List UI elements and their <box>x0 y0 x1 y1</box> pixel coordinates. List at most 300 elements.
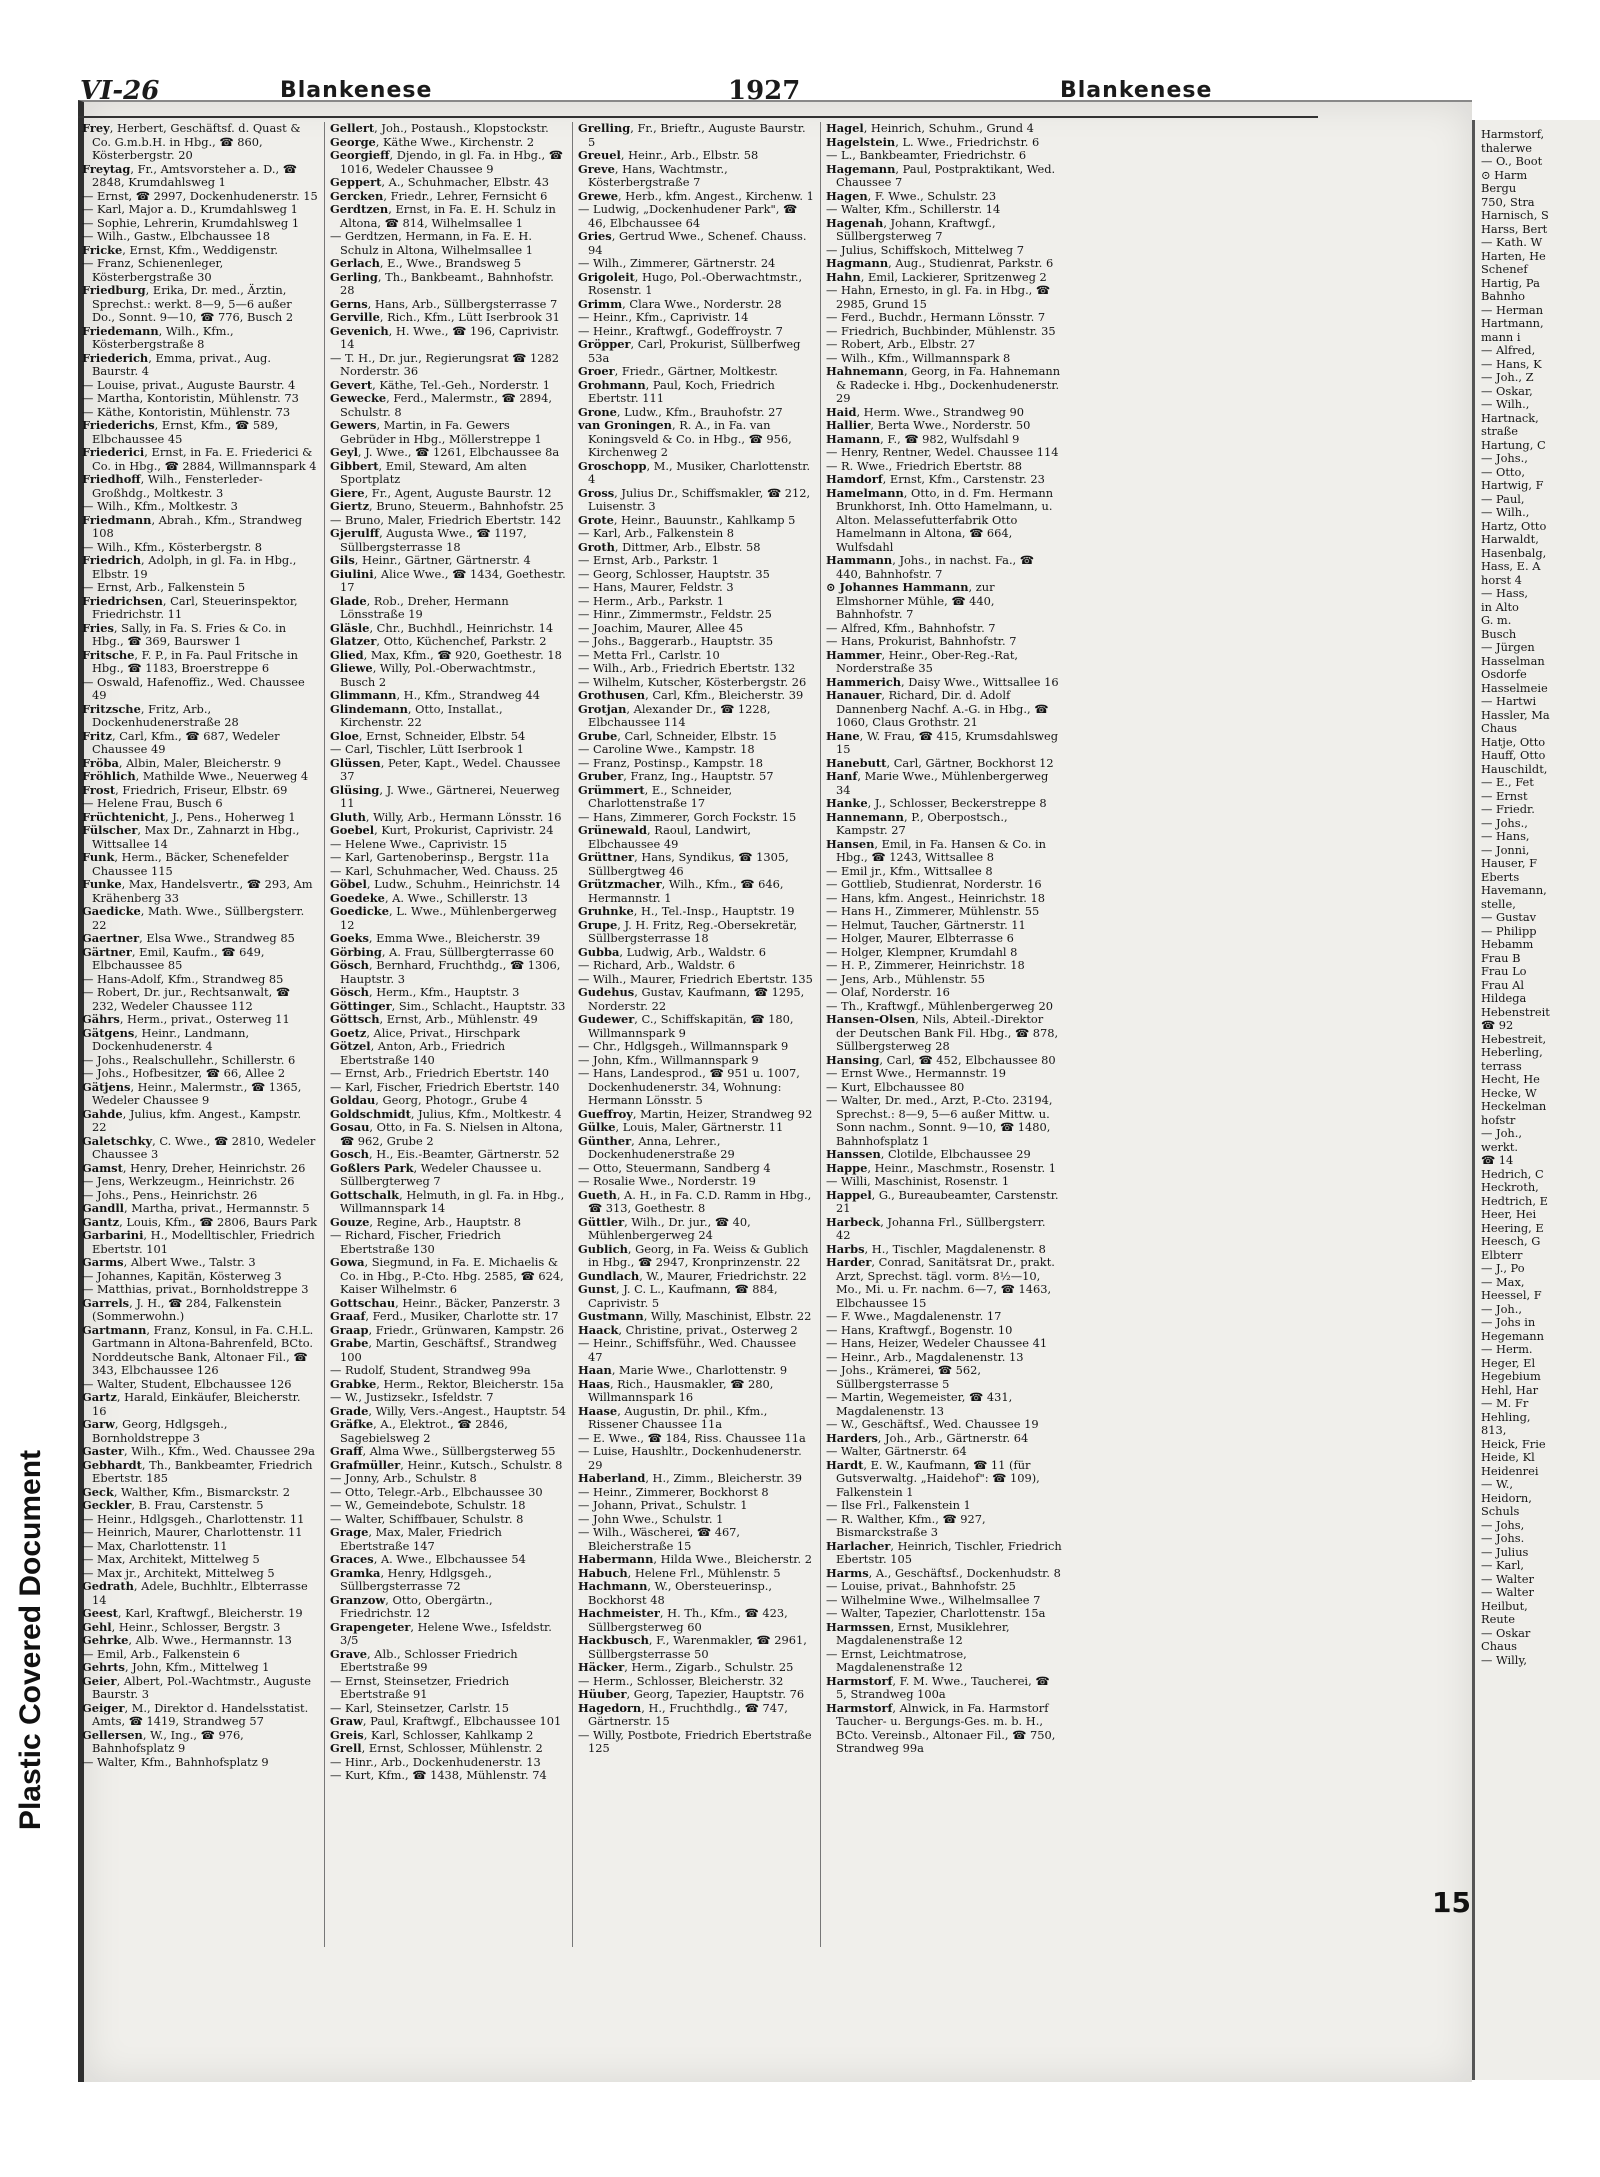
directory-entry: Harders, Joh., Arb., Gärtnerstr. 64 <box>826 1430 1029 1445</box>
directory-entry: — H. P., Zimmerer, Heinrichstr. 18 <box>826 958 1025 972</box>
directory-entry: Groth, Dittmer, Arb., Elbstr. 58 <box>578 539 761 554</box>
directory-entry: Harmstorf, Alnwick, in Fa. Harmstorf Taucher- u. Bergungs-Ges. m. b. H., BCto. Vereinsb., Altonaer Fil., ☎ 750, Strandweg 99a <box>826 1700 1056 1755</box>
directory-entry: Grümmert, E., Schneider, Charlottenstraße 17 <box>578 782 733 810</box>
directory-entry: Greuel, Heinr., Arb., Elbstr. 58 <box>578 148 759 162</box>
directory-entry: Gantz, Louis, Kfm., ☎ 2806, Baurs Park <box>82 1214 317 1229</box>
directory-entry: — Luise, Haushltr., Dockenhudenerstr. 29 <box>578 1444 802 1472</box>
directory-entry: Glade, Rob., Dreher, Hermann Lönsstraße 19 <box>330 593 509 621</box>
directory-entry: Gloe, Ernst, Schneider, Elbstr. 54 <box>330 728 526 743</box>
directory-entry: Freytag, Fr., Amtsvorsteher a. D., ☎ 2848, Krumdahlsweg 1 <box>82 161 297 189</box>
directory-entry: — Karl, Major a. D., Krumdahlsweg 1 <box>82 202 298 216</box>
adjacent-entry: Heide, Kl <box>1481 1450 1535 1464</box>
adjacent-entry: — W., <box>1481 1477 1513 1491</box>
directory-entry: Gerdtzen, Ernst, in Fa. E. H. Schulz in Altona, ☎ 814, Wilhelmsallee 1 <box>330 202 556 230</box>
adjacent-entry: Hedtrich, E <box>1481 1193 1548 1208</box>
directory-entry: Gerlach, E., Wwe., Brandsweg 5 <box>330 256 522 270</box>
directory-entry: — R. Wwe., Friedrich Ebertstr. 88 <box>826 458 1023 473</box>
directory-entry: Gartmann, Franz, Konsul, in Fa. C.H.L. Gartmann in Altona-Bahrenfeld, BCto. Norddeutsche Bank, Altonaer Fil., ☎ 343, Elbchaussee 126 <box>82 1322 314 1377</box>
adjacent-entry: Heesch, G <box>1481 1234 1541 1248</box>
directory-column-3 <box>578 122 814 1756</box>
directory-entry: — Henry, Rentner, Wedel. Chaussee 114 <box>826 445 1059 459</box>
adjacent-entry: Hassler, Ma <box>1481 707 1550 722</box>
directory-entry: Haan, Marie Wwe., Charlottenstr. 9 <box>578 1363 788 1377</box>
directory-entry: Gehrts, John, Kfm., Mittelweg 1 <box>82 1660 270 1674</box>
directory-entry: — Walter, Schiffbauer, Schulstr. 8 <box>330 1511 524 1526</box>
directory-entry: Gandll, Martha, privat., Hermannstr. 5 <box>82 1201 310 1215</box>
adjacent-entry: Heidenrei <box>1481 1463 1539 1478</box>
directory-entry: — Hinr., Arb., Dockenhudenerstr. 13 <box>330 1754 541 1769</box>
directory-entry: Gröpper, Carl, Prokurist, Süllberfweg 53a <box>578 337 801 365</box>
page-header <box>80 72 1320 112</box>
directory-entry: Garrels, J. H., ☎ 284, Falkenstein (Sommerwohn.) <box>82 1295 282 1323</box>
adjacent-entry: — Paul, <box>1481 491 1525 506</box>
directory-entry: Gueth, A. H., in Fa. C.D. Ramm in Hbg., ☎ 313, Goethestr. 8 <box>578 1187 812 1215</box>
directory-column-1 <box>82 122 318 1769</box>
adjacent-entry: in Alto <box>1481 599 1519 614</box>
directory-entry: — Robert, Dr. jur., Rechtsanwalt, ☎ 232, Wedeler Chaussee 112 <box>82 985 291 1013</box>
directory-entry: Gosch, H., Eis.-Beamter, Gärtnerstr. 52 <box>330 1147 560 1161</box>
adjacent-entry: straße <box>1481 424 1519 438</box>
directory-entry: — Johs., Baggerarb., Hauptstr. 35 <box>578 634 774 648</box>
adjacent-entry: Hebamm <box>1481 937 1534 951</box>
directory-entry: Goedicke, L. Wwe., Mühlenbergerweg 12 <box>330 904 557 932</box>
adjacent-entry: Hehl, Har <box>1481 1382 1539 1397</box>
adjacent-entry: Hebenstreit <box>1481 1004 1550 1019</box>
adjacent-entry: Heering, E <box>1481 1220 1544 1235</box>
directory-entry: — W., Gemeindebote, Schulstr. 18 <box>330 1498 526 1512</box>
adjacent-entry: Hauff, Otto <box>1481 748 1546 762</box>
adjacent-entry: ☎ 14 <box>1481 1153 1514 1167</box>
adjacent-entry: Hartwig, F <box>1481 478 1544 492</box>
adjacent-entry: — Johs. <box>1481 1531 1525 1545</box>
directory-entry: — Johannes, Kapitän, Kösterweg 3 <box>82 1268 282 1283</box>
adjacent-entry: Chaus <box>1481 1639 1518 1653</box>
adjacent-entry: 750, Stra <box>1481 194 1535 209</box>
directory-entry: Grage, Max, Maler, Friedrich Ebertstraße 147 <box>330 1525 502 1553</box>
directory-entry: Grüttner, Hans, Syndikus, ☎ 1305, Süllbergtweg 46 <box>578 850 789 878</box>
directory-entry: — Willi, Maschinist, Rosenstr. 1 <box>826 1174 1010 1188</box>
adjacent-entry: Schuls <box>1481 1504 1520 1518</box>
directory-entry: — Heinr., Zimmerer, Bockhorst 8 <box>578 1484 769 1499</box>
directory-entry: Gliewe, Willy, Pol.-Oberwachtmstr., Busch 2 <box>330 661 537 689</box>
adjacent-entry: — Joh., Z <box>1481 370 1534 384</box>
directory-entry: — Herm., Schlosser, Bleicherstr. 32 <box>578 1673 784 1688</box>
directory-entry: — L., Bankbeamter, Friedrichstr. 6 <box>826 148 1027 162</box>
adjacent-entry: — J., Po <box>1481 1261 1525 1275</box>
directory-entry: — W., Justizsekr., Isfeldstr. 7 <box>330 1390 494 1404</box>
adjacent-entry: Hildega <box>1481 991 1527 1005</box>
adjacent-entry: Busch <box>1481 626 1517 641</box>
adjacent-entry: Hartig, Pa <box>1481 275 1540 290</box>
directory-entry: Hagmann, Aug., Studienrat, Parkstr. 6 <box>826 256 1054 270</box>
adjacent-entry: Heidorn, <box>1481 1490 1532 1505</box>
directory-entry: — R. Walther, Kfm., ☎ 927, Bismarckstraße 3 <box>826 1511 986 1539</box>
directory-entry: Grelling, Fr., Brieftr., Auguste Baurstr. 5 <box>578 121 806 149</box>
side-label <box>6 1410 56 1870</box>
directory-entry: — Wilh., Gastw., Elbchaussee 18 <box>82 229 270 243</box>
adjacent-entry: Heger, El <box>1481 1355 1536 1370</box>
directory-entry: — Wilhelmine Wwe., Wilhelmsallee 7 <box>826 1592 1041 1607</box>
directory-entry: Harmstorf, F. M. Wwe., Taucherei, ☎ 5, Strandweg 100a <box>826 1673 1050 1701</box>
directory-entry: Grützmacher, Wilh., Kfm., ☎ 646, Hermannstr. 1 <box>578 877 784 905</box>
adjacent-entry: Heessel, F <box>1481 1288 1542 1302</box>
directory-entry: Grabke, Herm., Rektor, Bleicherstr. 15a <box>330 1376 564 1391</box>
directory-entry: — Heinr., Kraftwgf., Godeffroystr. 7 <box>578 323 783 338</box>
directory-entry: Hanssen, Clotilde, Elbchaussee 29 <box>826 1147 1031 1161</box>
directory-entry: — Bruno, Maler, Friedrich Ebertstr. 142 <box>330 512 562 527</box>
directory-entry: — Ernst, Arb., Falkenstein 5 <box>82 580 246 594</box>
directory-entry: — Helmut, Taucher, Gärtnerstr. 11 <box>826 917 1026 932</box>
directory-entry: Hannemann, P., Oberpostsch., Kampstr. 27 <box>826 809 1008 837</box>
adjacent-entry: — Herm. <box>1481 1342 1533 1356</box>
directory-entry: — Heinr., Kfm., Caprivistr. 14 <box>578 310 749 324</box>
directory-entry: Gueffroy, Martin, Heizer, Strandweg 92 <box>578 1106 813 1121</box>
directory-entry: Georgieff, Djendo, in gl. Fa. in Hbg., ☎ 1016, Wedeler Chaussee 9 <box>330 148 563 176</box>
directory-entry: — Karl, Arb., Falkenstein 8 <box>578 526 735 540</box>
directory-entry: — Herm., Arb., Parkstr. 1 <box>578 593 725 608</box>
adjacent-entry: Heckroth, <box>1481 1180 1539 1194</box>
directory-entry: Granzow, Otto, Obergärtn., Friedrichstr. 12 <box>330 1592 493 1620</box>
directory-entry: — Emil, Arb., Falkenstein 6 <box>82 1646 241 1661</box>
adjacent-entry: werkt. <box>1481 1139 1519 1154</box>
directory-entry: — Johs., Realschullehr., Schillerstr. 6 <box>82 1052 296 1067</box>
directory-entry: — Wilh., Kfm., Moltkestr. 3 <box>82 499 238 513</box>
directory-entry: — Jens, Werkzeugm., Heinrichstr. 26 <box>82 1174 295 1188</box>
adjacent-entry: 813, <box>1481 1423 1507 1437</box>
directory-entry: Gehl, Heinr., Schlosser, Bergstr. 3 <box>82 1619 281 1634</box>
adjacent-entry: — Johs, <box>1481 1517 1525 1532</box>
directory-entry: Gräfke, A., Elektrot., ☎ 2846, Sagebielsweg 2 <box>330 1417 508 1445</box>
directory-entry: — T. H., Dr. jur., Regierungsrat ☎ 1282 Norderstr. 36 <box>330 350 559 378</box>
directory-entry: — Karl, Fischer, Friedrich Ebertstr. 140 <box>330 1079 560 1094</box>
directory-entry: — Robert, Arb., Elbstr. 27 <box>826 337 976 351</box>
directory-entry: Gülke, Louis, Maler, Gärtnerstr. 11 <box>578 1120 784 1134</box>
directory-entry: — Johs., Pens., Heinrichstr. 26 <box>82 1187 258 1202</box>
directory-entry: Hanke, J., Schlosser, Beckerstreppe 8 <box>826 796 1047 810</box>
directory-entry: Gaster, Wilh., Kfm., Wed. Chaussee 29a <box>82 1444 315 1458</box>
directory-entry: Glindemann, Otto, Installat., Kirchenstr. 22 <box>330 701 503 729</box>
directory-entry: Grave, Alb., Schlosser Friedrich Ebertstraße 99 <box>330 1646 518 1674</box>
adjacent-entry: ☎ 92 <box>1481 1018 1514 1032</box>
directory-entry: — Emil jr., Kfm., Wittsallee 8 <box>826 863 993 878</box>
directory-entry: — Holger, Klempner, Krumdahl 8 <box>826 944 1018 959</box>
directory-entry: Friederici, Ernst, in Fa. E. Friederici & Co. in Hbg., ☎ 2884, Willmannspark 4 <box>82 445 317 473</box>
adjacent-entry: Havemann, <box>1481 883 1547 897</box>
adjacent-entry: Frau B <box>1481 950 1521 965</box>
directory-entry: Göttsch, Ernst, Arb., Mühlenstr. 49 <box>330 1012 538 1026</box>
adjacent-entry: — Herman <box>1481 302 1544 317</box>
directory-entry: Harlacher, Heinrich, Tischler, Friedrich Ebertstr. 105 <box>826 1538 1062 1566</box>
directory-entry: Fröba, Albin, Maler, Bleicherstr. 9 <box>82 755 282 770</box>
adjacent-entry: — Wilh., <box>1481 397 1530 411</box>
directory-entry: — Gottlieb, Studienrat, Norderstr. 16 <box>826 877 1042 891</box>
adjacent-entry: Hecke, W <box>1481 1085 1537 1100</box>
directory-entry: Goedeke, A. Wwe., Schillerstr. 13 <box>330 890 528 905</box>
adjacent-entry: Elbterr <box>1481 1247 1523 1262</box>
directory-entry: Hagel, Heinrich, Schuhm., Grund 4 <box>826 121 1034 135</box>
adjacent-entry: Hecht, He <box>1481 1072 1540 1086</box>
directory-entry: Haid, Herm. Wwe., Strandweg 90 <box>826 404 1025 419</box>
directory-entry: Gevert, Käthe, Tel.-Geh., Norderstr. 1 <box>330 377 551 392</box>
directory-entry: Habuch, Helene Frl., Mühlenstr. 5 <box>578 1565 781 1580</box>
adjacent-entry: — M. Fr <box>1481 1396 1529 1410</box>
adjacent-entry: Hass, E. A <box>1481 559 1541 573</box>
directory-entry: — Chr., Hdlgsgeh., Willmannspark 9 <box>578 1039 789 1053</box>
directory-entry: Fricke, Ernst, Kfm., Weddigenstr. <box>82 242 279 257</box>
directory-entry: Friedburg, Erika, Dr. med., Ärztin, Sprechst.: werkt. 8—9, 5—6 außer Do., Sonnt. 9—10, ☎ 776, Busch 2 <box>82 283 294 324</box>
adjacent-entry: — Max, <box>1481 1274 1525 1289</box>
directory-entry: — Heinr., Schiffsführ., Wed. Chaussee 47 <box>578 1336 797 1364</box>
directory-entry: Goeks, Emma Wwe., Bleicherstr. 39 <box>330 931 541 945</box>
column-divider <box>324 122 325 1947</box>
directory-entry: Geiger, M., Direktor d. Handelsstatist. Amts, ☎ 1419, Strandweg 57 <box>82 1700 309 1728</box>
directory-entry: Gätjens, Heinr., Malermstr., ☎ 1365, Wedeler Chaussee 9 <box>82 1079 302 1107</box>
directory-entry: — Hans, Kraftwgf., Bogenstr. 10 <box>826 1322 1013 1337</box>
adjacent-entry: Heilbut, <box>1481 1598 1528 1613</box>
directory-entry: — Wilh., Kfm., Willmannspark 8 <box>826 350 1011 365</box>
directory-entry: Gösch, Herm., Kfm., Hauptstr. 3 <box>330 985 520 999</box>
directory-entry: — Kurt, Kfm., ☎ 1438, Mühlenstr. 74 <box>330 1768 547 1782</box>
directory-entry: Gärtner, Emil, Kaufm., ☎ 649, Elbchaussee 85 <box>82 944 265 972</box>
adjacent-entry: — Hartwi <box>1481 694 1537 708</box>
directory-entry: Glatzer, Otto, Küchenchef, Parkstr. 2 <box>330 634 547 648</box>
directory-entry: Funk, Herm., Bäcker, Schenefelder Chaussee 115 <box>82 850 289 878</box>
directory-entry: — Heinr., Hdlgsgeh., Charlottenstr. 11 <box>82 1511 305 1526</box>
adjacent-entry: Hartnack, <box>1481 410 1539 425</box>
adjacent-entry: Chaus <box>1481 721 1518 735</box>
adjacent-entry: Harmstorf, <box>1481 127 1545 141</box>
directory-entry: Gramka, Henry, Hdlgsgeh., Süllbergsterrasse 72 <box>330 1565 492 1593</box>
directory-entry: Grube, Carl, Schneider, Elbstr. 15 <box>578 728 777 743</box>
adjacent-entry: — Julius <box>1481 1544 1529 1559</box>
directory-entry: — Jonny, Arb., Schulstr. 8 <box>330 1471 477 1485</box>
directory-entry: Günther, Anna, Lehrer., Dockenhudenerstraße 29 <box>578 1133 735 1161</box>
directory-entry: — Caroline Wwe., Kampstr. 18 <box>578 742 755 756</box>
directory-entry: — Hans, Maurer, Feldstr. 3 <box>578 580 734 594</box>
directory-entry: George, Käthe Wwe., Kirchenstr. 2 <box>330 134 535 149</box>
adjacent-entry: — Johs., <box>1481 451 1528 465</box>
directory-entry: — Hans-Adolf, Kfm., Strandweg 85 <box>82 971 284 986</box>
directory-entry: — Willy, Postbote, Friedrich Ebertstraße 125 <box>578 1727 812 1755</box>
directory-entry: Garms, Albert Wwe., Talstr. 3 <box>82 1255 256 1269</box>
directory-entry: — Hans H., Zimmerer, Mühlenstr. 55 <box>826 904 1040 918</box>
adjacent-entry: — Jonni, <box>1481 842 1530 857</box>
directory-entry: Gluth, Willy, Arb., Hermann Lönsstr. 16 <box>330 809 562 824</box>
directory-entry: Gibbert, Emil, Steward, Am alten Sportplatz <box>330 458 527 486</box>
directory-entry: — Hans, Heizer, Wedeler Chaussee 41 <box>826 1336 1048 1350</box>
directory-entry: Grapengeter, Helene Wwe., Isfeldstr. 3/5 <box>330 1619 552 1647</box>
directory-entry: — E. Wwe., ☎ 184, Riss. Chaussee 11a <box>578 1430 806 1445</box>
directory-entry: Hamdorf, Ernst, Kfm., Carstenstr. 23 <box>826 472 1045 486</box>
directory-entry: — Martin, Wegemeister, ☎ 431, Magdalenenstr. 13 <box>826 1390 1013 1418</box>
directory-entry: Gellersen, W., Ing., ☎ 976, Bahnhofsplatz 9 <box>82 1727 244 1755</box>
adjacent-entry: — Joh., <box>1481 1301 1523 1316</box>
column-divider <box>820 122 821 1947</box>
adjacent-entry: thalerwe <box>1481 140 1533 155</box>
directory-entry: Gublich, Georg, in Fa. Weiss & Gublich in Hbg., ☎ 2947, Kronprinzenstr. 22 <box>578 1241 809 1269</box>
directory-entry: Göttinger, Sim., Schlacht., Hauptstr. 33 <box>330 998 566 1013</box>
directory-entry: Friedemann, Wilh., Kfm., Kösterbergstraße 8 <box>82 323 234 351</box>
adjacent-entry: — Walter <box>1481 1585 1534 1599</box>
directory-entry: Harder, Conrad, Sanitätsrat Dr., prakt. Arzt, Sprechst. tägl. vorm. 8½—10, Mo., Mi. u. Fr. nachm. 6—7, ☎ 1463, Elbchaussee 15 <box>826 1255 1055 1310</box>
header-year: 1927 <box>728 76 801 106</box>
directory-entry: Hüuber, Georg, Tapezier, Hauptstr. 76 <box>578 1687 805 1701</box>
directory-entry: Graw, Paul, Kraftwgf., Elbchaussee 101 <box>330 1714 562 1728</box>
directory-entry: Geest, Karl, Kraftwgf., Bleicherstr. 19 <box>82 1606 303 1620</box>
directory-entry: Grupe, J. H. Fritz, Reg.-Obersekretär, Süllbergsterrasse 18 <box>578 917 798 945</box>
directory-entry: Giere, Fr., Agent, Auguste Baurstr. 12 <box>330 485 552 500</box>
directory-entry: Gjerulff, Augusta Wwe., ☎ 1197, Süllbergsterrasse 18 <box>330 526 527 554</box>
header-place-right: Blankenese <box>1060 78 1213 103</box>
directory-entry: Gross, Julius Dr., Schiffsmakler, ☎ 212, Luisenstr. 3 <box>578 485 811 513</box>
adjacent-entry: — Kath. W <box>1481 235 1543 249</box>
adjacent-entry: Hartmann, <box>1481 316 1544 330</box>
directory-entry: Grothusen, Carl, Kfm., Bleicherstr. 39 <box>578 688 804 702</box>
directory-entry: Hansen-Olsen, Nils, Abteil.-Direktor der Deutschen Bank Fil. Hbg., ☎ 878, Süllbergsterweg 28 <box>826 1012 1059 1053</box>
directory-entry: — Ernst Wwe., Hermannstr. 19 <box>826 1066 1006 1080</box>
directory-entry: — Hahn, Ernesto, in gl. Fa. in Hbg., ☎ 2985, Grund 15 <box>826 283 1051 311</box>
directory-entry: Gevenich, H. Wwe., ☎ 196, Caprivistr. 14 <box>330 323 560 351</box>
adjacent-entry: Reute <box>1481 1612 1515 1626</box>
directory-entry: Grote, Heinr., Bauunstr., Kahlkamp 5 <box>578 512 796 527</box>
directory-entry: — Walter, Kfm., Schillerstr. 14 <box>826 202 1001 216</box>
adjacent-entry: Harnisch, S <box>1481 208 1549 222</box>
directory-entry: Grade, Willy, Vers.-Angest., Hauptstr. 54 <box>330 1403 567 1418</box>
directory-entry: Graap, Friedr., Grünwaren, Kampstr. 26 <box>330 1322 565 1337</box>
directory-entry: Gewers, Martin, in Fa. Gewers Gebrüder in Hbg., Möllerstreppe 1 <box>330 418 542 446</box>
adjacent-entry: — Gustav <box>1481 910 1537 924</box>
directory-entry: — Ernst, ☎ 2997, Dockenhudenerstr. 15 <box>82 188 318 203</box>
directory-entry: Hagedorn, H., Fruchthdlg., ☎ 747, Gärtnerstr. 15 <box>578 1700 788 1728</box>
directory-entry: Hanebutt, Carl, Gärtner, Bockhorst 12 <box>826 755 1054 770</box>
directory-entry: Gudewer, C., Schiffskapitän, ☎ 180, Willmannspark 9 <box>578 1012 794 1040</box>
directory-entry: Hackbusch, F., Warenmakler, ☎ 2961, Süllbergsterrasse 50 <box>578 1633 807 1661</box>
directory-entry: — Karl, Gartenoberinsp., Bergstr. 11a <box>330 850 549 864</box>
directory-entry: — Th., Kraftwgf., Mühlenbergerweg 20 <box>826 998 1053 1013</box>
directory-entry: Hahn, Emil, Lackierer, Spritzenweg 2 <box>826 269 1047 284</box>
directory-entry: Gehrke, Alb. Wwe., Hermannstr. 13 <box>82 1633 292 1647</box>
directory-entry: Fritsche, F. P., in Fa. Paul Fritsche in Hbg., ☎ 1183, Broerstreppe 6 <box>82 647 298 675</box>
directory-entry: — Richard, Fischer, Friedrich Ebertstraße 130 <box>330 1228 501 1256</box>
directory-entry: — Ernst, Arb., Friedrich Ebertstr. 140 <box>330 1066 550 1080</box>
directory-entry: Gamst, Henry, Dreher, Heinrichstr. 26 <box>82 1160 306 1175</box>
directory-entry: — Heinr., Arb., Magdalenenstr. 13 <box>826 1349 1024 1364</box>
directory-entry: — Metta Frl., Carlstr. 10 <box>578 647 720 662</box>
adjacent-entry: Heberling, <box>1481 1045 1543 1059</box>
directory-entry: Gewecke, Ferd., Malermstr., ☎ 2894, Schulstr. 8 <box>330 391 552 419</box>
adjacent-entry: — Alfred, <box>1481 343 1536 357</box>
directory-entry: Hachmeister, H. Th., Kfm., ☎ 423, Süllbergsterweg 60 <box>578 1606 788 1634</box>
directory-entry: Geckler, B. Frau, Carstenstr. 5 <box>82 1498 264 1512</box>
directory-entry: Görbing, A. Frau, Süllbergterrasse 60 <box>330 944 555 959</box>
adjacent-entry: Hegemann <box>1481 1328 1544 1343</box>
directory-entry: Hardt, E. W., Kaufmann, ☎ 11 (für Gutsverwaltg. „Haidehof": ☎ 109), Falkenstein 1 <box>826 1457 1040 1499</box>
adjacent-entry: — Hans, K <box>1481 356 1542 371</box>
side-label-text: Plastic Covered Document <box>14 1449 47 1831</box>
adjacent-entry: Hartz, Otto <box>1481 518 1547 533</box>
adjacent-page-column <box>1481 128 1600 1667</box>
directory-entry: Hansen, Emil, in Fa. Hansen & Co. in Hbg., ☎ 1243, Wittsallee 8 <box>826 836 1046 864</box>
directory-entry: — Max, Charlottenstr. 11 <box>82 1538 228 1553</box>
directory-entry: Fritzsche, Fritz, Arb., Dockenhudenerstraße 28 <box>82 701 239 729</box>
directory-entry: — Carl, Tischler, Lütt Iserbrook 1 <box>330 742 524 756</box>
directory-entry: Friederich, Emma, privat., Aug. Baurstr. 4 <box>82 350 271 378</box>
directory-entry: Hachmann, W., Obersteuerinsp., Bockhorst 48 <box>578 1579 773 1607</box>
directory-entry: Grone, Ludw., Kfm., Brauhofstr. 27 <box>578 404 783 419</box>
directory-entry: Friedrichsen, Carl, Steuerinspektor, Friedrichstr. 11 <box>82 593 298 621</box>
directory-entry: Grotjan, Alexander Dr., ☎ 1228, Elbchaussee 114 <box>578 701 771 729</box>
directory-column-2 <box>330 122 566 1783</box>
adjacent-entry: Schenef <box>1481 262 1528 276</box>
directory-entry: — Friedrich, Buchbinder, Mühlenstr. 35 <box>826 323 1056 338</box>
directory-entry: Grewe, Herb., kfm. Angest., Kirchenw. 1 <box>578 188 814 203</box>
directory-entry: — Johs., Hofbesitzer, ☎ 66, Allee 2 <box>82 1066 286 1080</box>
directory-entry: — Ernst, Steinsetzer, Friedrich Ebertstraße 91 <box>330 1673 510 1701</box>
directory-entry: — Richard, Arb., Waldstr. 6 <box>578 958 736 972</box>
directory-entry: — Matthias, privat., Bornholdstreppe 3 <box>82 1282 309 1296</box>
directory-entry: Fröhlich, Mathilde Wwe., Neuerweg 4 <box>82 769 309 783</box>
adjacent-entry: ⊙ Harm <box>1481 167 1528 182</box>
adjacent-entry: — Johs., <box>1481 815 1528 830</box>
adjacent-page <box>1472 120 1600 2080</box>
directory-entry: — Walter, Student, Elbchaussee 126 <box>82 1376 292 1391</box>
directory-entry: — Karl, Schuhmacher, Wed. Chauss. 25 <box>330 863 558 878</box>
directory-entry: Giertz, Bruno, Steuerm., Bahnhofstr. 25 <box>330 499 564 513</box>
directory-entry: Friedrich, Adolph, in gl. Fa. in Hbg., Elbstr. 19 <box>82 553 297 581</box>
directory-entry: Gerling, Th., Bankbeamt., Bahnhofstr. 28 <box>330 269 554 297</box>
directory-entry: Gahde, Julius, kfm. Angest., Kampstr. 22 <box>82 1106 302 1134</box>
directory-entry: — Wilh., Maurer, Friedrich Ebertstr. 135 <box>578 971 813 986</box>
adjacent-entry: terrass <box>1481 1058 1522 1073</box>
directory-entry: Gunst, J. C. L., Kaufmann, ☎ 884, Caprivistr. 5 <box>578 1282 778 1310</box>
adjacent-entry: Hauschildt, <box>1481 761 1548 776</box>
directory-entry: — John Wwe., Schulstr. 1 <box>578 1511 724 1526</box>
directory-entry: Geyl, J. Wwe., ☎ 1261, Elbchaussee 8a <box>330 445 560 459</box>
directory-entry: Geier, Albert, Pol.-Wachtmstr., Auguste Baurstr. 3 <box>82 1673 311 1701</box>
adjacent-entry: — Oskar <box>1481 1625 1531 1640</box>
directory-entry: Harms, A., Geschäftsf., Dockenhudstr. 8 <box>826 1565 1061 1580</box>
directory-entry: Galetschky, C. Wwe., ☎ 2810, Wedeler Chaussee 3 <box>82 1133 316 1161</box>
directory-entry: — Hans, Zimmerer, Gorch Fockstr. 15 <box>578 809 797 824</box>
directory-entry: Götzel, Anton, Arb., Friedrich Ebertstraße 140 <box>330 1039 506 1067</box>
directory-entry: Gösch, Bernhard, Fruchthdg., ☎ 1306, Hauptstr. 3 <box>330 958 561 986</box>
directory-entry: Gowa, Siegmund, in Fa. E. Michaelis & Co. in Hbg., P.-Cto. Hbg. 2585, ☎ 624, Kaiser Wilhelmstr. 6 <box>330 1255 564 1296</box>
directory-entry: Hamann, F., ☎ 982, Wulfsdahl 9 <box>826 431 1020 446</box>
directory-entry: — Otto, Steuermann, Sandberg 4 <box>578 1160 771 1175</box>
directory-entry: Garw, Georg, Hdlgsgeh., Bornholdstreppe 3 <box>82 1417 228 1445</box>
directory-entry: Goldau, Georg, Photogr., Grube 4 <box>330 1093 528 1107</box>
directory-entry: — Ferd., Buchdr., Hermann Lönsstr. 7 <box>826 310 1046 324</box>
directory-entry: Hagemann, Paul, Postpraktikant, Wed. Chaussee 7 <box>826 161 1056 189</box>
directory-entry: Gätgens, Heinr., Landmann, Dockenhudenerstr. 4 <box>82 1025 250 1053</box>
adjacent-entry: — Joh., <box>1481 1126 1523 1140</box>
directory-entry: Greis, Karl, Schlosser, Kahlkamp 2 <box>330 1727 534 1742</box>
directory-entry: — Wilh., Kfm., Kösterbergstr. 8 <box>82 539 262 554</box>
directory-entry: Hanf, Marie Wwe., Mühlenbergerweg 34 <box>826 769 1049 797</box>
adjacent-entry: Frau Lo <box>1481 964 1527 978</box>
adjacent-entry: — Otto, <box>1481 464 1525 479</box>
directory-entry: — Karl, Steinsetzer, Carlstr. 15 <box>330 1700 510 1715</box>
directory-entry: Grimm, Clara Wwe., Norderstr. 28 <box>578 296 782 311</box>
directory-entry: Früchtenicht, J., Pens., Hoherweg 1 <box>82 809 296 824</box>
directory-entry: — Franz, Postinsp., Kampstr. 18 <box>578 755 763 770</box>
directory-entry: Harmssen, Ernst, Musiklehrer, Magdalenenstraße 12 <box>826 1619 1010 1647</box>
adjacent-entry: Hatje, Otto <box>1481 734 1546 749</box>
directory-entry: Göbel, Ludw., Schuhm., Heinrichstr. 14 <box>330 877 561 891</box>
adjacent-entry: — Oskar, <box>1481 383 1533 398</box>
directory-entry: Hamelmann, Otto, in d. Fm. Hermann Brunkhorst, Inh. Otto Hamelmann, u. Alton. Melassefutterfabrik Otto Hamelmann in Altona, ☎ 664, Wulfsdahl <box>826 485 1054 554</box>
header-rule <box>78 116 1318 118</box>
